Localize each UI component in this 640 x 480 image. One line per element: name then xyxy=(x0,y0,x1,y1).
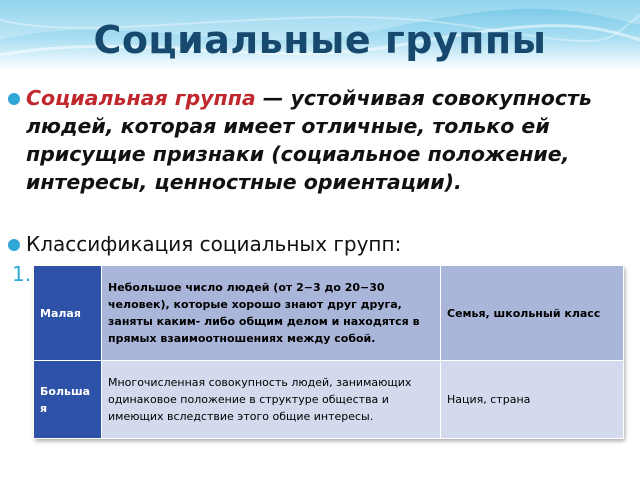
groups-table xyxy=(33,265,623,438)
bullet-icon xyxy=(8,239,20,251)
classification-bullet xyxy=(8,230,401,258)
definition-body: — устойчивая совокупность людей, которая имеет отличные, только ей присущие признаки (социальное положение, интересы, ценностные ориентации). xyxy=(26,86,592,194)
description-cell: Небольшое число людей (от 2−3 до 20−30 человек), которые хорошо знают друг друга, заняты каким- либо общим делом и находятся в прямых взаимоотношениях между собой. xyxy=(102,266,441,361)
table-row xyxy=(34,361,624,439)
slide-title: Социальные группы xyxy=(93,18,547,62)
definition-text xyxy=(26,84,611,196)
type-cell: Малая xyxy=(34,266,102,361)
definition-term: Социальная группа xyxy=(26,86,256,110)
definition-bullet xyxy=(8,84,611,196)
example-cell: Нация, страна xyxy=(441,361,624,439)
list-number: 1. xyxy=(12,262,32,286)
description-cell: Многочисленная совокупность людей, занимающих одинаковое положение в структуре общества и имеющих вследствие этого общие интересы. xyxy=(102,361,441,439)
table-row xyxy=(34,266,624,361)
example-cell: Семья, школьный класс xyxy=(441,266,624,361)
bullet-icon xyxy=(8,93,20,105)
classification-text: Классификация социальных групп: xyxy=(26,232,402,256)
type-cell: Большая xyxy=(34,361,102,439)
